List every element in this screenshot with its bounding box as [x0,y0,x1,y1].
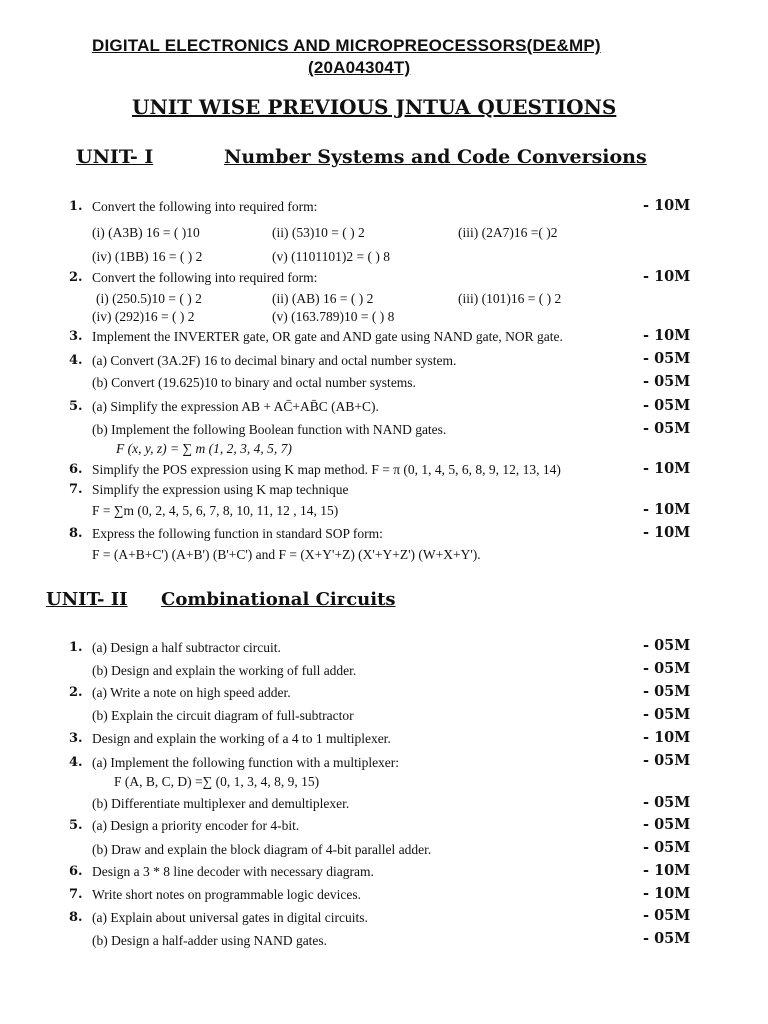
boolean-function: F = ∑m (0, 2, 4, 5, 6, 7, 8, 10, 11, 12 , 14, 15) [92,503,339,518]
question-marks: - 05M [643,907,691,924]
question-text: (b) Convert (19.625)10 to binary and octal number systems. [92,375,416,390]
question-number: 6. [69,864,83,879]
question-part: (iv) (1BB) 16 = ( ) 2 [92,249,203,264]
question-marks: - 05M [643,839,691,856]
question-marks: - 05M [643,637,691,654]
question-marks: - 05M [643,397,691,414]
question-text: (a) Write a note on high speed adder. [92,685,291,700]
page-title: UNIT WISE PREVIOUS JNTUA QUESTIONS [132,95,617,119]
question-number: 3. [69,731,83,746]
question-marks: - 05M [643,752,691,769]
question-marks: - 05M [643,794,691,811]
question-marks: - 10M [643,501,691,518]
question-marks: - 05M [643,816,691,833]
question-number: 1. [69,640,83,655]
question-text: (b) Explain the circuit diagram of full-subtractor [92,708,354,723]
question-marks: - 05M [643,420,691,437]
question-marks: - 05M [643,350,691,367]
question-number: 4. [69,755,83,770]
question-text: (a) Explain about universal gates in digital circuits. [92,910,368,925]
question-number: 3. [69,329,83,344]
boolean-function: F = (A+B+C') (A+B') (B'+C') and F = (X+Y'+Z) (X'+Y+Z') (W+X+Y'). [92,547,481,562]
question-number: 2. [69,685,83,700]
course-title: DIGITAL ELECTRONICS AND MICROPREOCESSORS(DE&MP) [92,36,601,55]
question-marks: - 10M [643,862,691,879]
question-marks: - 10M [643,885,691,902]
question-marks: - 10M [643,197,691,214]
question-number: 7. [69,887,83,902]
question-marks: - 10M [643,729,691,746]
question-text: (b) Design a half-adder using NAND gates. [92,933,328,948]
unit2-label: UNIT- II [46,589,128,610]
question-number: 8. [69,526,83,541]
question-text: (a) Design a priority encoder for 4-bit. [92,818,300,833]
question-number: 8. [69,910,83,925]
question-marks: - 10M [643,460,691,477]
question-text: (a) Design a half subtractor circuit. [92,640,281,655]
question-number: 2. [69,270,83,285]
question-number: 4. [69,353,83,368]
question-marks: - 05M [643,660,691,677]
question-part: (iii) (101)16 = ( ) 2 [458,291,562,306]
question-text: Simplify the POS expression using K map method. F = π (0, 1, 4, 5, 6, 8, 9, 12, 13, 14) [92,462,561,477]
question-part: (i) (A3B) 16 = ( )10 [92,225,200,240]
question-text: (a) Simplify the expression AB + AC̄+AB̄C (AB+C). [92,399,379,414]
unit1-label: UNIT- I [76,146,154,168]
question-text: (b) Implement the following Boolean function with NAND gates. [92,422,447,437]
question-text: (b) Draw and explain the block diagram of 4-bit parallel adder. [92,842,432,857]
question-part: (iii) (2A7)16 =( )2 [458,225,558,240]
question-part: (i) (250.5)10 = ( ) 2 [96,291,202,306]
question-marks: - 05M [643,930,691,947]
question-text: (b) Design and explain the working of full adder. [92,663,357,678]
unit2-topic: Combinational Circuits [161,589,396,610]
question-part: (v) (1101101)2 = ( ) 8 [272,249,390,264]
question-marks: - 05M [643,373,691,390]
course-code: (20A04304T) [308,58,411,77]
question-text: Convert the following into required form: [92,270,318,285]
boolean-function: F (A, B, C, D) =∑ (0, 1, 3, 4, 8, 9, 15) [114,774,320,789]
question-part: (v) (163.789)10 = ( ) 8 [272,309,395,324]
question-number: 5. [69,399,83,414]
question-part: (iv) (292)16 = ( ) 2 [92,309,195,324]
question-text: Express the following function in standard SOP form: [92,526,383,541]
question-marks: - 05M [643,706,691,723]
question-text: Convert the following into required form: [92,199,318,214]
question-marks: - 10M [643,524,691,541]
question-number: 1. [69,199,83,214]
question-number: 5. [69,818,83,833]
question-text: Design and explain the working of a 4 to 1 multiplexer. [92,731,391,746]
question-part: (ii) (AB) 16 = ( ) 2 [272,291,374,306]
question-number: 7. [69,482,83,497]
question-text: Simplify the expression using K map technique [92,482,349,497]
question-part: (ii) (53)10 = ( ) 2 [272,225,365,240]
question-marks: - 10M [643,327,691,344]
question-number: 6. [69,462,83,477]
question-text: (a) Convert (3A.2F) 16 to decimal binary and octal number system. [92,353,457,368]
unit1-topic: Number Systems and Code Conversions [224,146,647,168]
boolean-function: F (x, y, z) = ∑ m (1, 2, 3, 4, 5, 7) [116,441,292,456]
question-marks: - 05M [643,683,691,700]
question-text: Implement the INVERTER gate, OR gate and AND gate using NAND gate, NOR gate. [92,329,563,344]
question-text: Write short notes on programmable logic devices. [92,887,362,902]
question-text: (b) Differentiate multiplexer and demultiplexer. [92,796,350,811]
question-text: Design a 3 * 8 line decoder with necessary diagram. [92,864,374,879]
question-marks: - 10M [643,268,691,285]
question-text: (a) Implement the following function with a multiplexer: [92,755,400,770]
